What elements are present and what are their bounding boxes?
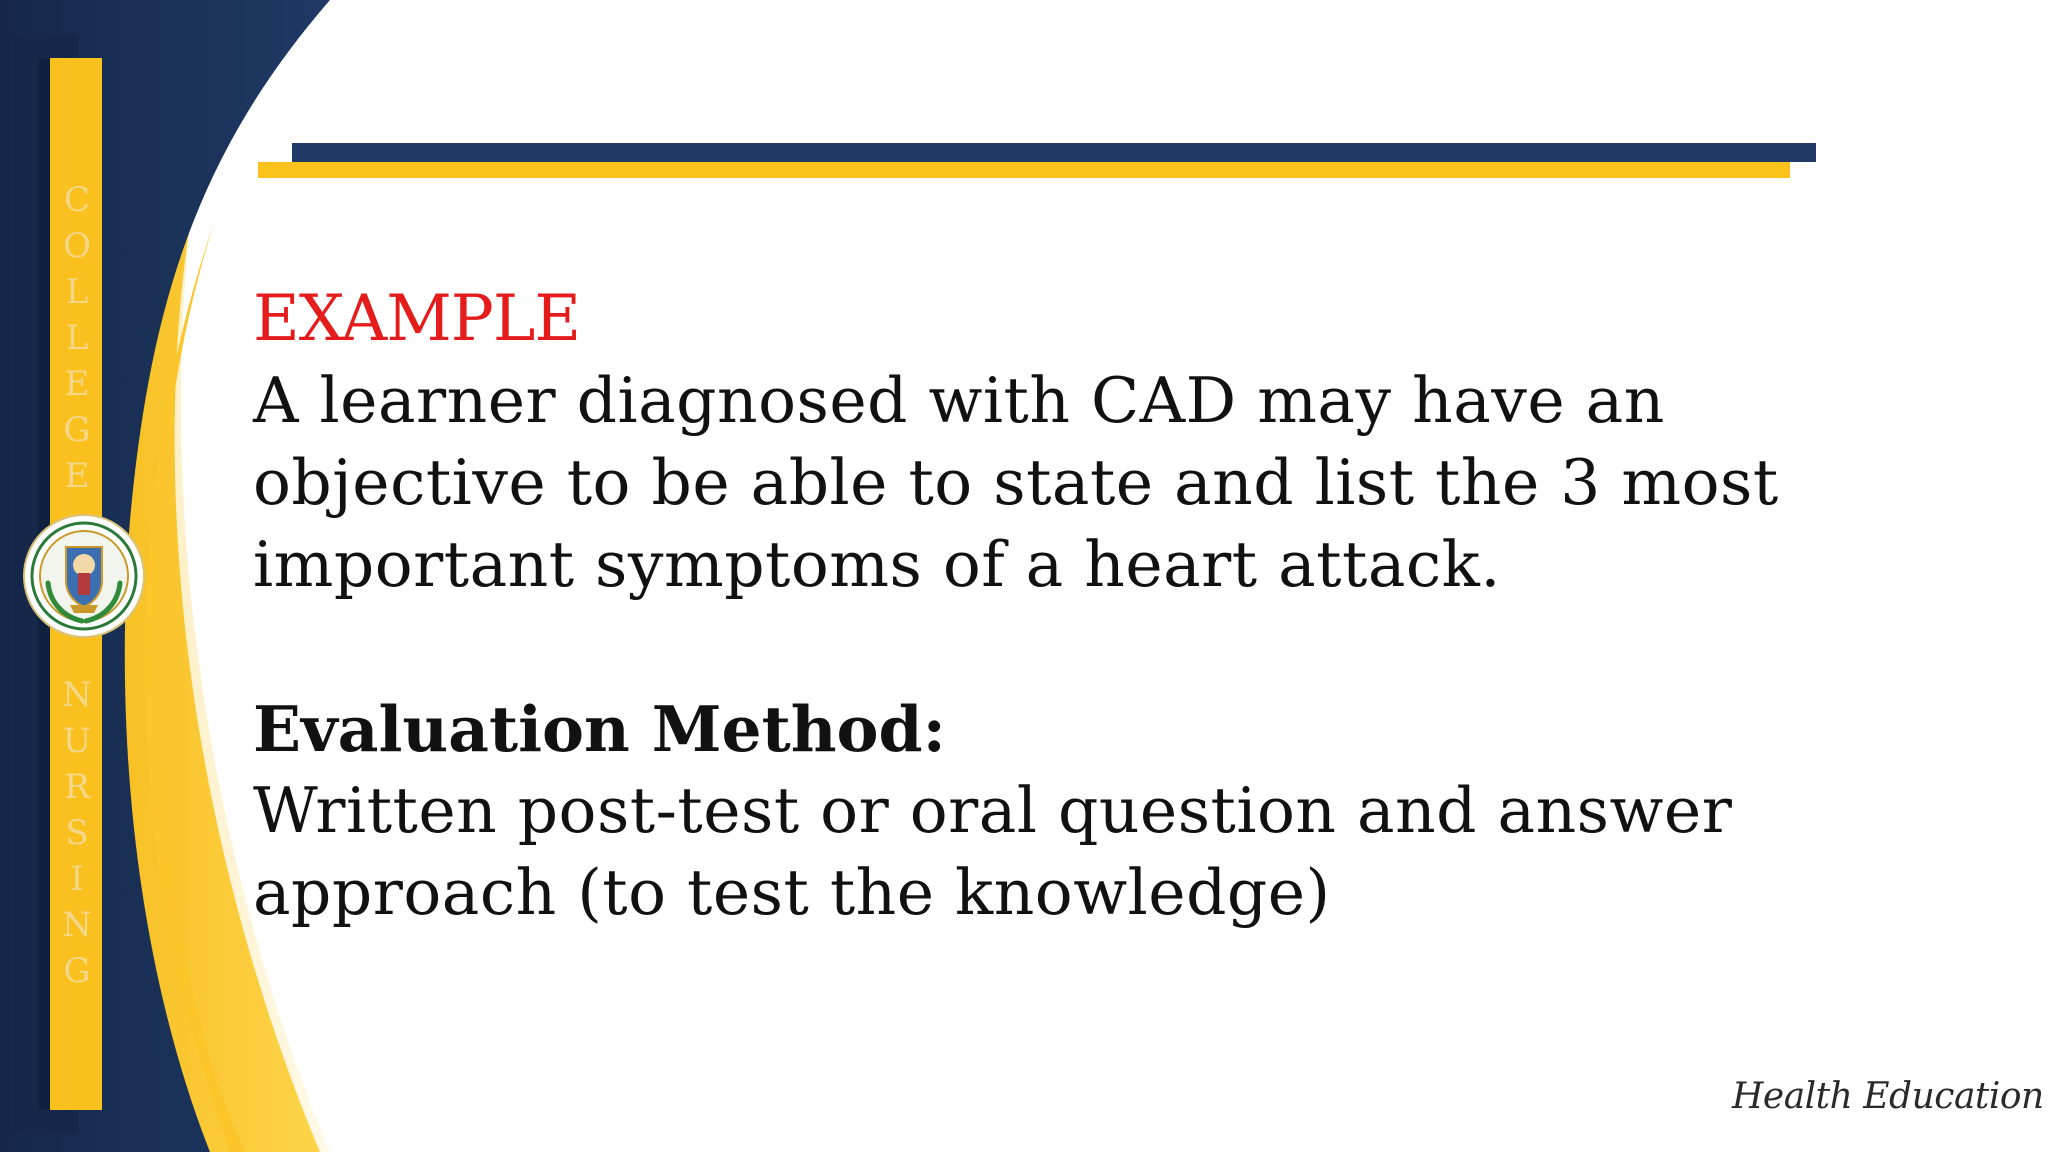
sidebar-letter: E [64,364,90,404]
evaluation-method-text: Written post-test or oral question and answer approach (to test the knowledge) [253,774,1733,929]
sidebar-letter: N [62,905,92,945]
sidebar-letter: L [65,272,89,312]
health-education-logo: Health Education [1732,1076,2044,1117]
sidebar-letter: N [62,675,92,715]
sidebar-letter: C [63,180,90,220]
sidebar-letter: S [65,813,89,853]
sidebar-letter: R [64,767,90,807]
header-accent-bar-navy [292,143,1816,162]
sidebar-letter: G [63,410,91,450]
example-text: A learner diagnosed with CAD may have an objective to be able to state and list the 3 most important symptoms of a heart attack. [253,364,1779,601]
slide-content [253,278,1853,934]
sidebar-letter: E [64,456,90,496]
sidebar-letter: G [63,951,91,991]
sidebar-letter: O [63,226,91,266]
header-accent-bar-yellow [258,162,1790,178]
school-seal-logo [22,513,146,639]
sidebar-letter: L [65,318,89,358]
sidebar-letter: I [70,859,84,899]
evaluation-method-heading: Evaluation Method: [253,692,946,766]
example-heading: EXAMPLE [253,282,581,356]
sidebar-letter: U [62,721,92,761]
